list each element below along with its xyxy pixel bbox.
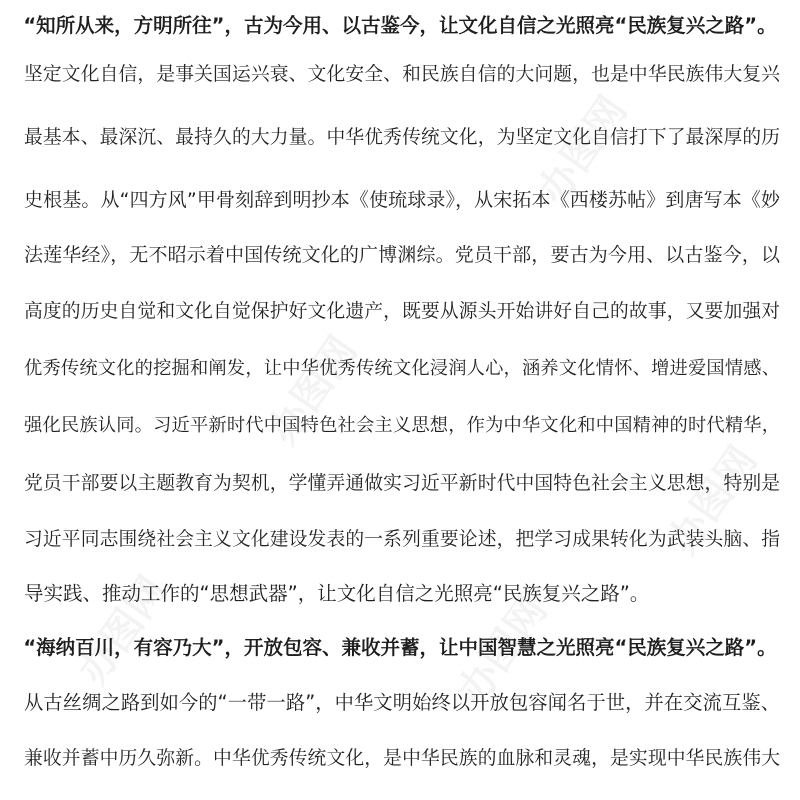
paragraph-line: 优秀传统文化的挖掘和阐发，让中华优秀传统文化浸润人心，涵养文化情怀、增进爱国情感、 [24, 358, 780, 379]
watermark: 办图网 [449, 588, 557, 713]
paragraph-line: 党员干部要以主题教育为契机，学懂弄通做实习近平新时代中国特色社会主义思想，特别是 [24, 473, 780, 494]
paragraph-line: 习近平同志围绕社会主义文化建设发表的一系列重要论述，把学习成果转化为武装头脑、指 [24, 529, 780, 550]
watermark: 办图网 [69, 568, 177, 693]
watermark: 办图网 [259, 328, 367, 453]
section-heading: “海纳百川，有容乃大”，开放包容、兼收并蓄，让中国智慧之光照亮“民族复兴之路”。 [23, 636, 777, 659]
section-heading: “知所从来，方明所往”，古为今用、以古鉴今，让文化自信之光照亮“民族复兴之路”。 [23, 14, 777, 37]
paragraph-line: 史根基。从“四方风”甲骨刻辞到明抄本《使琉球录》，从宋拓本《西楼苏帖》到唐写本《妙 [24, 189, 780, 211]
paragraph-line: 法莲华经》，无不昭示着中国传统文化的广博渊综。党员干部，要古为今用、以古鉴今，以 [24, 244, 780, 266]
paragraph-line: 兼收并蓄中历久弥新。中华优秀传统文化，是中华民族的血脉和灵魂，是实现中华民族伟大 [24, 748, 780, 769]
paragraph-line: 坚定文化自信，是事关国运兴衰、文化安全、和民族自信的大问题，也是中华民族伟大复兴 [24, 64, 780, 85]
paragraph-line: 导实践、推动工作的“思想武器”，让文化自信之光照亮“民族复兴之路”。 [24, 582, 650, 605]
paragraph-line: 最基本、最深沉、最持久的大力量。中华优秀传统文化，为坚定文化自信打下了最深厚的历 [24, 127, 780, 148]
watermark: 办图网 [659, 438, 767, 563]
paragraph-line: 从古丝绸之路到如今的“一带一路”，中华文明始终以开放包容闻名于世，并在交流互鉴、 [24, 691, 780, 714]
paragraph-line: 高度的历史自觉和文化自觉保护好文化遗产，既要从源头开始讲好自己的故事，又要加强对 [24, 301, 780, 322]
paragraph-line: 强化民族认同。习近平新时代中国特色社会主义思想，作为中华文化和中国精神的时代精华， [24, 415, 780, 436]
watermark: 办图网 [529, 88, 637, 213]
